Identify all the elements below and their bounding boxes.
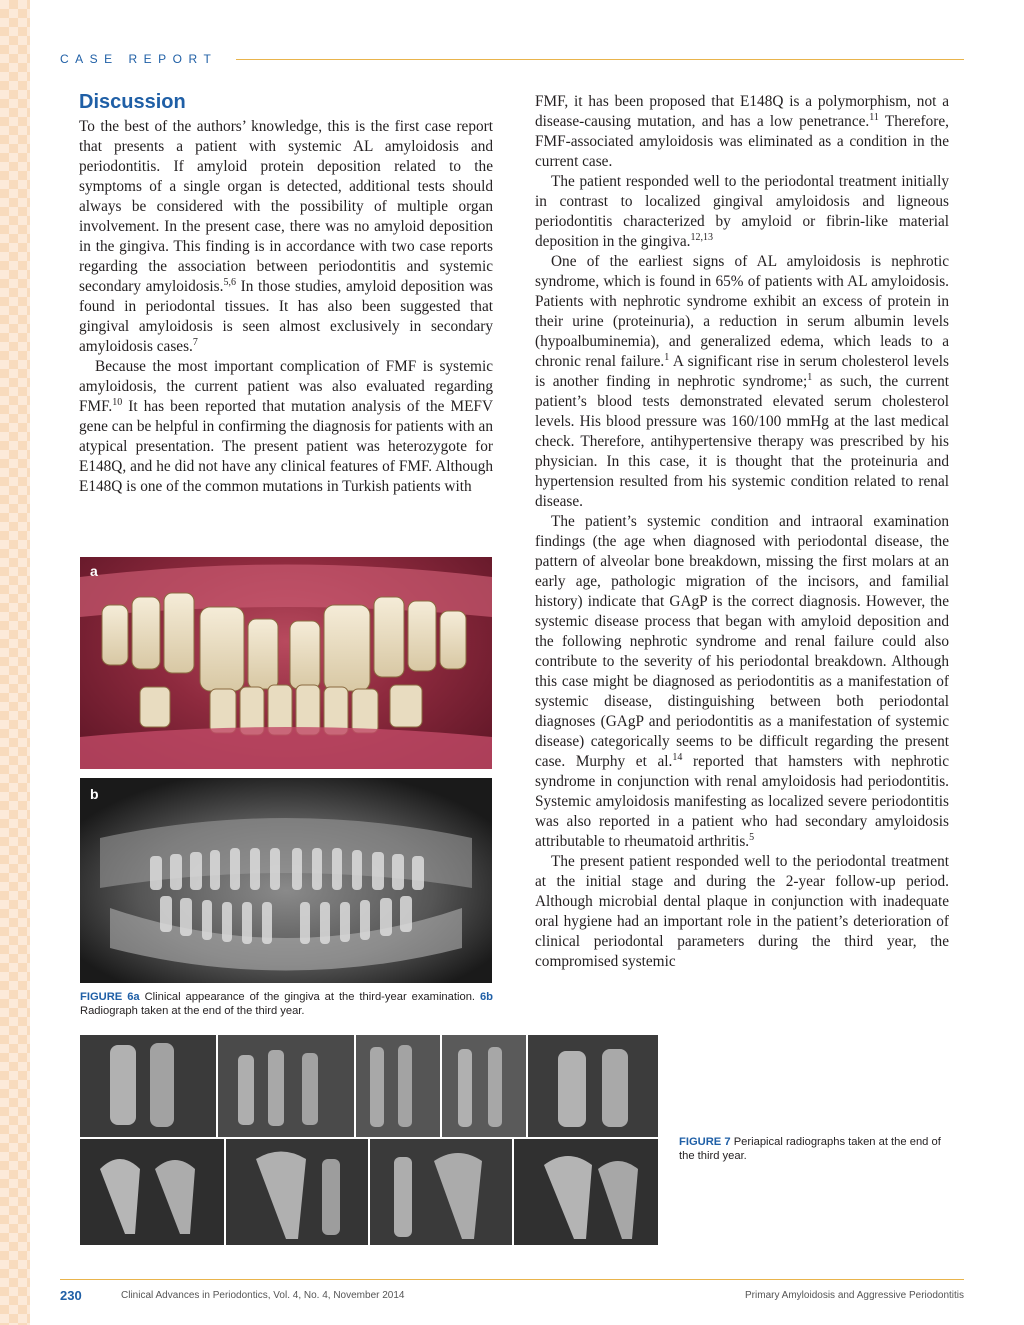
citation-ref: 5 <box>749 831 755 843</box>
page-number: 230 <box>60 1288 82 1303</box>
citation-ref: 7 <box>192 336 198 348</box>
paragraph: To the best of the authors’ knowledge, this is the first case report that presents a patient with systemic AL amyloidosis and periodontitis. If amyloid protein deposition related to the symptoms of a single organ is detected, additional tests should always be considered with the possibility of multiple organ involvement. In the present case, there was no amyloid deposition in the gingiva. This finding is in accordance with two case reports regarding the association between periodontitis and systemic secondary amyloidosis.$^{5,6}$ In those studies, amyloid deposition was found in periodontal tissues. It has also been suggested that gingival amyloidosis is seen almost exclusively in secondary amyloidosis cases.$^7$ <box>79 118 493 355</box>
left-text-column <box>79 117 493 497</box>
figure-6a-clinical-photo <box>80 557 492 769</box>
running-header: CASE REPORT <box>60 52 218 66</box>
paragraph: The patient responded well to the periodontal treatment initially in contrast to localized gingival amyloidosis and ligneous periodontitis characterized by amyloid or fibrin-like material deposition in the gingiva.$^{12,13}$ <box>535 173 949 250</box>
periapical-radiograph <box>370 1139 512 1245</box>
header-rule <box>236 59 964 60</box>
figure-6-caption: FIGURE 6a Clinical appearance of the gingiva at the third-year examination. 6b Radiograph taken at the end of the third year. <box>80 991 494 1017</box>
citation-ref: 10 <box>112 396 123 408</box>
section-heading: Discussion <box>79 91 186 113</box>
periapical-radiograph <box>218 1035 354 1137</box>
periapical-radiograph <box>80 1139 224 1245</box>
periapical-radiograph <box>226 1139 368 1245</box>
paragraph: Because the most important complication of FMF is systemic amyloidosis, the current patient was also evaluated regarding FMF.$^{10}$ It has been reported that mutation analysis of the MEFV gene can be helpful in confirming the diagnosis for patients with an atypical presentation. The present patient was heterozygote for E148Q, and he did not have any clinical features of FMF. Although E148Q is one of the common mutations in Turkish patients with <box>79 358 493 495</box>
paragraph: One of the earliest signs of AL amyloidosis is nephrotic syndrome, which is found in 65% of patients with AL amyloidosis. Patients with nephrotic syndrome exhibit an excess of protein in their urine (proteinuria), a reduction in serum albumin levels (hypoalbuminemia), and generalized edema, which leads to a chronic renal failure.$^1$ A significant rise in serum cholesterol levels is another finding in nephrotic syndrome;$^1$ as such, the current patient’s blood tests demonstrated elevated serum cholesterol levels. His blood pressure was 160/100 mmHg at the last medical check. Therefore, antihypertensive therapy was prescribed by his physician. In this case, it is thought that the proteinuria and hypertension resulted from his systemic condition related to renal disease. <box>535 253 950 510</box>
right-text-column <box>535 92 949 972</box>
citation-ref: 1 <box>664 351 670 363</box>
teeth-illustration <box>80 557 492 769</box>
citation-ref: 5,6 <box>223 276 236 288</box>
figure-7-caption: FIGURE 7 Periapical radiographs taken at the end of the third year. <box>679 1136 941 1162</box>
radiograph-illustration <box>80 778 492 983</box>
periapical-radiograph <box>528 1035 658 1137</box>
panel-label-a: a <box>90 563 98 579</box>
citation-ref: 1 <box>807 371 813 383</box>
periapical-radiograph <box>356 1035 440 1137</box>
footer-rule <box>60 1279 964 1280</box>
figure-6b-panoramic-radiograph <box>80 778 492 983</box>
citation-ref: 12,13 <box>690 231 714 243</box>
citation-ref: 11 <box>869 111 879 123</box>
periapical-radiograph <box>514 1139 658 1245</box>
paragraph: The patient’s systemic condition and intraoral examination findings (the age when diagnosed with periodontal disease, the pattern of alveolar bone breakdown, missing the first molars at an early age, pathologic migration of the incisors, and familial history) indicate that GAgP is the correct diagnosis. However, the systemic disease process that began with amyloid deposition and the following nephrotic syndrome and renal failure could also contribute to the severity of his periodontal breakdown. Although this case might be diagnosed as periodontitis as a manifestation of systemic disease, distinguishing between both periodontal diagnoses (GAgP and periodontitis as a manifestation of systemic disease) categorically seems to be difficult regarding the present case. Murphy et al.$^{14}$ reported that hamsters with nephrotic syndrome in conjunction with renal amyloidosis had periodontitis. Systemic amyloidosis manifesting as localized severe periodontitis was also reported in a patient who had secondary amyloidosis attributable to rheumatoid arthritis.$^5$ <box>535 513 950 850</box>
citation-ref: 14 <box>672 751 683 763</box>
paragraph: The present patient responded well to the periodontal treatment at the initial stage and during the 2-year follow-up period. Although microbial dental plaque in conjunction with inadequate oral hygiene had an important role in the patient’s deterioration of clinical periodontal parameters during the third year, the compromised systemic <box>535 853 949 970</box>
figure-7-periapical-radiographs <box>80 1035 658 1245</box>
paragraph: FMF, it has been proposed that E148Q is a polymorphism, not a disease-causing mutation, and has a low penetrance.$^{11}$ Therefore, FMF-associated amyloidosis was eliminated as a condition in the current case. <box>535 93 949 170</box>
journal-citation: Clinical Advances in Periodontics, Vol. 4, No. 4, November 2014 <box>121 1290 405 1301</box>
decorative-edge-strip <box>0 0 30 1325</box>
periapical-radiograph <box>442 1035 526 1137</box>
running-footer-title: Primary Amyloidosis and Aggressive Periodontitis <box>745 1290 964 1301</box>
periapical-radiograph <box>80 1035 216 1137</box>
panel-label-b: b <box>90 786 99 802</box>
